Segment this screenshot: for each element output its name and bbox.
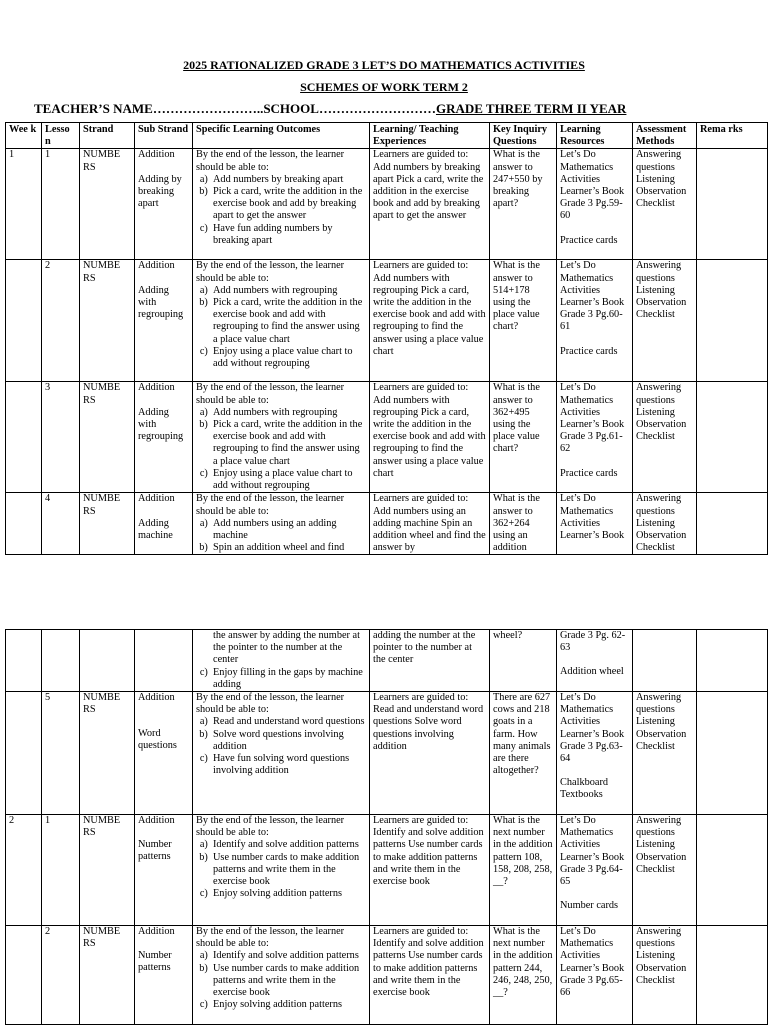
- question-cell: What is the answer to 362+495 using the place value chart?: [490, 382, 557, 493]
- outcomes-cell: [193, 149, 370, 260]
- question-cell: wheel?: [490, 630, 557, 692]
- week-cell: [6, 692, 42, 815]
- outcomes-cell: [193, 926, 370, 1025]
- outcomes-list: [196, 716, 366, 777]
- remarks-cell: [697, 815, 768, 926]
- outcomes-intro: By the end of the lesson, the learner should be able to:: [196, 815, 345, 839]
- remarks-cell: [697, 260, 768, 382]
- outcomes-list: [196, 950, 366, 1011]
- header-questions: Key Inquiry Questions: [490, 123, 557, 149]
- resources-cell: [557, 149, 633, 260]
- resources-extra: Practice cards: [560, 234, 618, 246]
- remarks-cell: [697, 149, 768, 260]
- resources-text: Let’s Do Mathematics Activities Learner’s Book Grade 3 Pg.64-65: [560, 815, 625, 888]
- outcomes-intro: By the end of the lesson, the learner should be able to:: [196, 493, 345, 517]
- outcome-item: c. Enjoy solving addition patterns: [213, 999, 366, 1011]
- table-row: [6, 692, 768, 815]
- header-week: Wee k: [6, 123, 42, 149]
- lesson-cell: 2: [42, 926, 80, 1025]
- outcomes-intro: By the end of the lesson, the learner should be able to:: [196, 149, 345, 173]
- lesson-cell: 1: [42, 815, 80, 926]
- lesson-cell: [42, 630, 80, 692]
- header-resources: Learning Resources: [557, 123, 633, 149]
- outcomes-cell: [193, 692, 370, 815]
- outcomes-list: [196, 285, 366, 370]
- sub-strand-cell: [135, 382, 193, 493]
- question-cell: What is the next number in the addition pattern 108, 158, 208, 258, __?: [490, 815, 557, 926]
- sub-strand-detail: Word questions: [138, 728, 177, 752]
- header-sub-strand: Sub Strand: [135, 123, 193, 149]
- resources-extra: Practice cards: [560, 467, 618, 479]
- question-cell: What is the answer to 514+178 using the place value chart?: [490, 260, 557, 382]
- week-cell: [6, 382, 42, 493]
- table-row: [6, 815, 768, 926]
- sub-strand-detail: Number patterns: [138, 839, 172, 863]
- resources-extra: Chalkboard Textbooks: [560, 777, 609, 801]
- question-cell: What is the answer to 247+550 by breaking apart?: [490, 149, 557, 260]
- experiences-cell: Learners are guided to: Add numbers using an adding machine Spin an addition wheel and find the answer by: [370, 493, 490, 555]
- resources-text: Let’s Do Mathematics Activities Learner’s Book Grade 3 Pg.59-60: [560, 149, 625, 222]
- scheme-table-page-1: [5, 122, 768, 555]
- outcomes-list: [196, 667, 366, 691]
- resources-cell: [557, 692, 633, 815]
- resources-extra: Number cards: [560, 900, 619, 912]
- strand-cell: [80, 630, 135, 692]
- outcome-item: b. Use number cards to make addition patterns and write them in the exercise book: [213, 852, 366, 889]
- outcomes-intro: By the end of the lesson, the learner should be able to:: [196, 692, 345, 716]
- assessment-cell: Answering questions Listening Observation Checklist: [633, 692, 697, 815]
- outcome-item: c. Enjoy using a place value chart to add without regrouping: [213, 468, 366, 492]
- document-title: 2025 RATIONALIZED GRADE 3 LET’S DO MATHEMATICS ACTIVITIES: [183, 58, 585, 72]
- strand-cell: NUMBE RS: [80, 926, 135, 1025]
- header-assessment: Assessment Methods: [633, 123, 697, 149]
- outcome-item: a. Read and understand word questions: [213, 716, 366, 728]
- table-row: [6, 260, 768, 382]
- question-cell: There are 627 cows and 218 goats in a farm. How many animals are there altogether?: [490, 692, 557, 815]
- strand-cell: NUMBE RS: [80, 815, 135, 926]
- sub-strand-title: Addition: [138, 493, 175, 505]
- teacher-info-line: [34, 101, 626, 117]
- table-row: [6, 493, 768, 555]
- resources-cell: [557, 382, 633, 493]
- outcome-item: a. Add numbers with regrouping: [213, 285, 366, 297]
- outcome-item: b. Pick a card, write the addition in the exercise book and add with regrouping to find the answer using a place value chart: [213, 419, 366, 468]
- outcome-item: c. Enjoy filling in the gaps by machine adding: [213, 667, 366, 691]
- outcome-item: a. Add numbers using an adding machine: [213, 518, 366, 542]
- assessment-cell: Answering questions Listening Observation Checklist: [633, 149, 697, 260]
- strand-cell: NUMBE RS: [80, 149, 135, 260]
- remarks-cell: [697, 493, 768, 555]
- week-cell: 2: [6, 815, 42, 926]
- remarks-cell: [697, 382, 768, 493]
- week-cell: 1: [6, 149, 42, 260]
- resources-cell: Let’s Do Mathematics Activities Learner’s Book Grade 3 Pg.65-66: [557, 926, 633, 1025]
- outcomes-intro: By the end of the lesson, the learner should be able to:: [196, 926, 345, 950]
- outcome-item: c. Have fun adding numbers by breaking apart: [213, 223, 366, 247]
- experiences-cell: Learners are guided to: Add numbers with regrouping Pick a card, write the addition in the exercise book and add with regrouping to find the answer using a place value chart: [370, 382, 490, 493]
- week-cell: [6, 493, 42, 555]
- grade-term-text: GRADE THREE TERM II YEAR: [435, 101, 627, 116]
- sub-strand-cell: [135, 493, 193, 555]
- outcomes-intro: By the end of the lesson, the learner should be able to:: [196, 260, 345, 284]
- header-outcomes: Specific Learning Outcomes: [193, 123, 370, 149]
- lesson-cell: 4: [42, 493, 80, 555]
- outcome-item: b. Use number cards to make addition patterns and write them in the exercise book: [213, 963, 366, 1000]
- outcome-continued: the answer by adding the number at the pointer to the number at the center: [213, 630, 360, 666]
- sub-strand-cell: [135, 149, 193, 260]
- strand-cell: NUMBE RS: [80, 692, 135, 815]
- outcome-item: b. Solve word questions involving addition: [213, 729, 366, 753]
- resources-extra: Addition wheel: [560, 666, 624, 678]
- resources-cell: Let’s Do Mathematics Activities Learner’s Book: [557, 493, 633, 555]
- sub-strand-title: Addition: [138, 149, 175, 161]
- strand-cell: NUMBE RS: [80, 493, 135, 555]
- document-subtitle: SCHEMES OF WORK TERM 2: [300, 80, 468, 94]
- sub-strand-cell: [135, 692, 193, 815]
- table-row: [6, 382, 768, 493]
- teacher-school-text: TEACHER’S NAME……………………..SCHOOL………………………: [34, 101, 436, 116]
- assessment-cell: Answering questions Listening Observation Checklist: [633, 260, 697, 382]
- resources-text: Let’s Do Mathematics Activities Learner’s Book Grade 3 Pg.63-64: [560, 692, 625, 765]
- remarks-cell: [697, 926, 768, 1025]
- header-experiences: Learning/ Teaching Experiences: [370, 123, 490, 149]
- outcome-item: a. Add numbers with regrouping: [213, 407, 366, 419]
- outcomes-list: [196, 407, 366, 492]
- header-remarks: Rema rks: [697, 123, 768, 149]
- header-strand: Strand: [80, 123, 135, 149]
- week-cell: [6, 260, 42, 382]
- remarks-cell: [697, 630, 768, 692]
- sub-strand-title: Addition: [138, 260, 175, 272]
- outcome-item: b. Pick a card, write the addition in the exercise book and add with regrouping to find the answer using a place value chart: [213, 297, 366, 346]
- experiences-cell: Learners are guided to: Add numbers with regrouping Pick a card, write the addition in the exercise book and add with regrouping to find the answer using a place value chart: [370, 260, 490, 382]
- resources-cell: [557, 260, 633, 382]
- outcomes-cell: [193, 815, 370, 926]
- header-lesson: Lesso n: [42, 123, 80, 149]
- assessment-cell: Answering questions Listening Observation Checklist: [633, 926, 697, 1025]
- outcome-item: b. Pick a card, write the addition in the exercise book and add by breaking apart to get the answer: [213, 186, 366, 223]
- outcome-item: b. Spin an addition wheel and find: [213, 542, 366, 554]
- assessment-cell: Answering questions Listening Observation Checklist: [633, 382, 697, 493]
- sub-strand-cell: [135, 630, 193, 692]
- experiences-cell: Learners are guided to: Add numbers by breaking apart Pick a card, write the addition in the exercise book and add by breaking apart to get the answer: [370, 149, 490, 260]
- week-cell: [6, 630, 42, 692]
- outcome-item: c. Enjoy solving addition patterns: [213, 888, 366, 900]
- outcomes-list: [196, 174, 366, 247]
- experiences-cell: Learners are guided to: Identify and solve addition patterns Use number cards to make addition patterns and write them in the exercise book: [370, 815, 490, 926]
- sub-strand-title: Addition: [138, 692, 175, 704]
- outcomes-cell: [193, 382, 370, 493]
- resources-cell: [557, 815, 633, 926]
- sub-strand-title: Addition: [138, 926, 175, 938]
- sub-strand-detail: Adding with regrouping: [138, 406, 184, 443]
- sub-strand-cell: [135, 260, 193, 382]
- question-cell: What is the next number in the addition pattern 244, 246, 248, 250, __?: [490, 926, 557, 1025]
- outcome-item: a. Identify and solve addition patterns: [213, 950, 366, 962]
- strand-cell: NUMBE RS: [80, 260, 135, 382]
- experiences-cell: Learners are guided to: Identify and solve addition patterns Use number cards to make addition patterns and write them in the exercise book: [370, 926, 490, 1025]
- sub-strand-detail: Number patterns: [138, 950, 172, 974]
- outcomes-list: [196, 518, 366, 555]
- sub-strand-cell: [135, 926, 193, 1025]
- question-cell: What is the answer to 362+264 using an addition: [490, 493, 557, 555]
- outcomes-cell: [193, 493, 370, 555]
- outcome-item: c. Have fun solving word questions involving addition: [213, 753, 366, 777]
- scheme-table-page-2: [5, 629, 768, 1025]
- sub-strand-cell: [135, 815, 193, 926]
- lesson-cell: 5: [42, 692, 80, 815]
- remarks-cell: [697, 692, 768, 815]
- experiences-cell: adding the number at the pointer to the number at the center: [370, 630, 490, 692]
- sub-strand-title: Addition: [138, 382, 175, 394]
- experiences-cell: Learners are guided to: Read and understand word questions Solve word questions involving addition: [370, 692, 490, 815]
- resources-cell: [557, 630, 633, 692]
- resources-text: Let’s Do Mathematics Activities Learner’s Book Grade 3 Pg.61-62: [560, 382, 625, 455]
- resources-extra: Practice cards: [560, 345, 618, 357]
- outcomes-cell: [193, 260, 370, 382]
- outcomes-list: [196, 839, 366, 900]
- sub-strand-detail: Adding with regrouping: [138, 284, 184, 321]
- lesson-cell: 2: [42, 260, 80, 382]
- table-row: [6, 149, 768, 260]
- outcome-item: a. Identify and solve addition patterns: [213, 839, 366, 851]
- assessment-cell: [633, 630, 697, 692]
- lesson-cell: 3: [42, 382, 80, 493]
- assessment-cell: Answering questions Listening Observation Checklist: [633, 493, 697, 555]
- table-header-row: [6, 123, 768, 149]
- outcome-item: a. Add numbers by breaking apart: [213, 174, 366, 186]
- lesson-cell: 1: [42, 149, 80, 260]
- table-row: [6, 926, 768, 1025]
- sub-strand-detail: Adding machine: [138, 517, 173, 541]
- outcomes-intro: By the end of the lesson, the learner should be able to:: [196, 382, 345, 406]
- resources-text: Grade 3 Pg. 62-63: [560, 630, 626, 654]
- week-cell: [6, 926, 42, 1025]
- sub-strand-title: Addition: [138, 815, 175, 827]
- outcome-item: c. Enjoy using a place value chart to add without regrouping: [213, 346, 366, 370]
- table-row-continued: [6, 630, 768, 692]
- outcomes-cell: [193, 630, 370, 692]
- resources-text: Let’s Do Mathematics Activities Learner’s Book Grade 3 Pg.60-61: [560, 260, 625, 333]
- strand-cell: NUMBE RS: [80, 382, 135, 493]
- assessment-cell: Answering questions Listening Observation Checklist: [633, 815, 697, 926]
- sub-strand-detail: Adding by breaking apart: [138, 173, 182, 210]
